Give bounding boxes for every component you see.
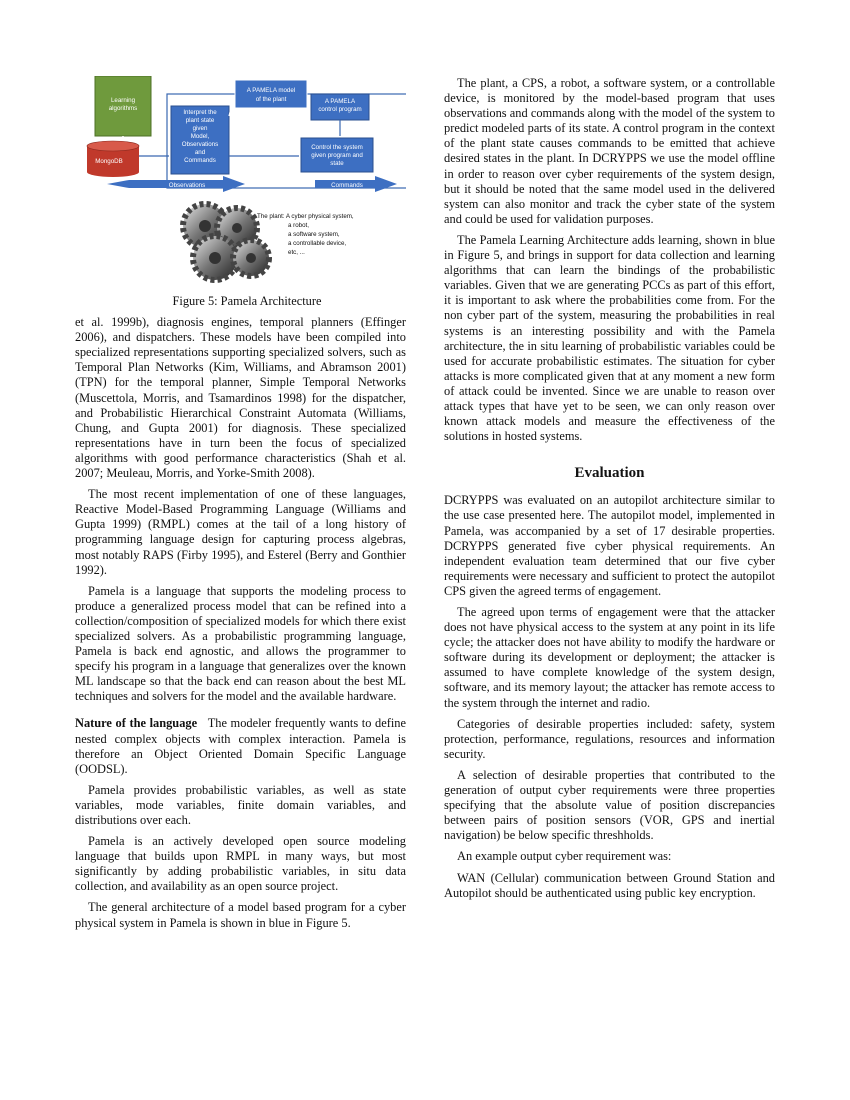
plant-line: a software system, (288, 231, 340, 238)
interpret-line: given (192, 125, 208, 132)
paragraph-nature-of-language (75, 716, 406, 776)
paragraph: The Pamela Learning Architecture adds learning, shown in blue in Figure 5, and brings in support for data collection and learning algorithms that can learn the bindings of the probabilistic variables. Given that we are generating PCCs as part of this effort, it is important to ask where the probabilities come from. For the non cyber part of the system, measuring the probabilities in real systems is an interesting possibility and with the Pamela architecture, the in situ learning of probabilistic variables could be used for accurate probabilistic estimates. The situation for cyber attacks is more complicated given that at any moment a new form of attack could be invented. Since we are unable to reason over attack types that have yet to be seen, we can only reason over known attack models and measure the effectiveness of the solutions in hosted systems. (444, 232, 775, 444)
control-program-line: A PAMELA (324, 98, 356, 105)
observations-label: Observations (168, 182, 206, 189)
plant-line: a controllable device, (288, 240, 347, 247)
control-system-line: state (330, 160, 344, 167)
paragraph: The general architecture of a model based program for a cyber physical system in Pamela is shown in blue in Figure 5. (75, 900, 406, 930)
interpret-line: Commands (184, 157, 216, 164)
plant-line: etc, ... (288, 249, 305, 256)
control-system-line: Control the system (311, 144, 363, 151)
interpret-line: Model, (190, 133, 210, 140)
interpret-line: plant state (185, 117, 215, 124)
paragraph: WAN (Cellular) communication between Ground Station and Autopilot should be authenticated using public key encryption. (444, 870, 775, 900)
interpret-line: Interpret the (183, 109, 217, 116)
learning-line: algorithms (108, 105, 138, 112)
model-line: A PAMELA model (246, 87, 296, 94)
paragraph: Categories of desirable properties included: safety, system protection, performance, regulations, resources and information security. (444, 716, 775, 761)
model-line: of the plant (255, 96, 287, 103)
paragraph: The agreed upon terms of engagement were that the attacker does not have physical access to the system at any point in its life cycle; the attacker does not have ability to modify the hardware or software during its development or deployment; the attacker is assumed to have complete knowledge of the system design, software, and its memory layout; the attacker has remote access to the system through the internet and radio. (444, 605, 775, 710)
paragraph: et al. 1999b), diagnosis engines, temporal planners (Effinger 2006), and dispatchers. These models have been compiled into specialized representations supporting specialized solvers, such as Temporal Plan Networks (Kim, Williams, and Abramson 2001) (TPN) for the temporal planner, Simple Temporal Networks (Muscettola, Morris, and Tsamardinos 1998) for the dispatcher, and Probabilistic Hierarchical Constraint Automata (Williams, Chung, and Gupta 2001) for diagnosis. These specialized representations have in turn been the focus of specialized algorithms with good performance characteristics (Shah et al. 2007; Meuleau, Morris, and Yorke-Smith 2008). (75, 315, 406, 481)
section-heading-evaluation: Evaluation (574, 465, 645, 482)
figure-caption: Figure 5: Pamela Architecture (172, 294, 322, 308)
interpret-line: Observations (181, 141, 219, 148)
right-column (444, 76, 775, 907)
figure-pamela-architecture (75, 76, 406, 294)
paragraph: Pamela is a language that supports the modeling process to produce a generalized process model that can be refined into a collection/composition of specialized models for which there exist specialized solvers. As a probabilistic programming language, Pamela is back end agnostic, and allows the programmer to specify his program in a language that generalizes over the known ML landscape so that the back end can reason about the best ML techniques and solvers for the model and the available hardware. (75, 583, 406, 704)
paragraph: Pamela provides probabilistic variables, as well as state variables, mode variables, finite domain variables, and distributions over each. (75, 782, 406, 827)
runin-heading: Nature of the language (75, 716, 198, 731)
plant-line: a robot, (288, 222, 309, 229)
paragraph: A selection of desirable properties that contributed to the generation of output cyber requirements were three properties specifying that the absolute value of position discrepancies between pairs of position sensors (VOR, GPS and inertial navigation) be below specific threshholds. (444, 767, 775, 843)
mongodb-label: MongoDB (95, 158, 123, 165)
paragraph: The most recent implementation of one of these languages, Reactive Model-Based Programming Language (Williams and Gupta 1999) (RMPL) comes at the tail of a long history of programming language design for capturing process algebras, most notably RAPS (Firby 1995), and Esterel (Berry and Gonthier 1992). (75, 487, 406, 577)
paragraph: An example output cyber requirement was: (457, 849, 672, 864)
architecture-diagram (75, 76, 406, 294)
commands-label: Commands (331, 182, 363, 189)
paragraph: The plant, a CPS, a robot, a software system, or a controllable device, is monitored by the model-based program that uses observations and commands along with the model of the system to predict modeled parts of its state. A control program in the context of the plant state causes commands to be emitted that achieve desired states in the plant. In DCRYPPS we use the model offline in order to reason over cyber requirements of the system design, but it should be noted that the same model used in the delivered system can also monitor and track the cyber state of the system and could be used for validation purposes. (444, 76, 775, 226)
control-system-line: given program and (311, 152, 363, 159)
interpret-line: and (194, 149, 206, 156)
plant-line: The plant: A cyber physical system, (257, 213, 354, 220)
paragraph: DCRYPPS was evaluated on an autopilot architecture similar to the use case presented here. The autopilot model, implemented in Pamela, was accompanied by a set of 17 desirable properties. DCRYPPS generated five cyber physical requirements. An independent evaluation team determined that our five cyber requirements were necessary and sufficient to protect the autopilot CPS given the agreed terms of engagement. (444, 493, 775, 598)
control-program-line: control program (318, 106, 362, 113)
left-column (75, 76, 406, 937)
pamela-model-box (235, 80, 307, 108)
learning-line: Learning (110, 97, 136, 104)
paragraph: Pamela is an actively developed open source modeling language that builds upon RMPL in many ways, but most significantly by adding probabilistic variables, in situ data collection, and availability as an open source project. (75, 834, 406, 894)
runin-text: The modeler frequently wants to define nested complex objects with complex interaction. Pamela is therefore an Object Oriented Domain Specific Language (OODSL). (75, 716, 406, 776)
